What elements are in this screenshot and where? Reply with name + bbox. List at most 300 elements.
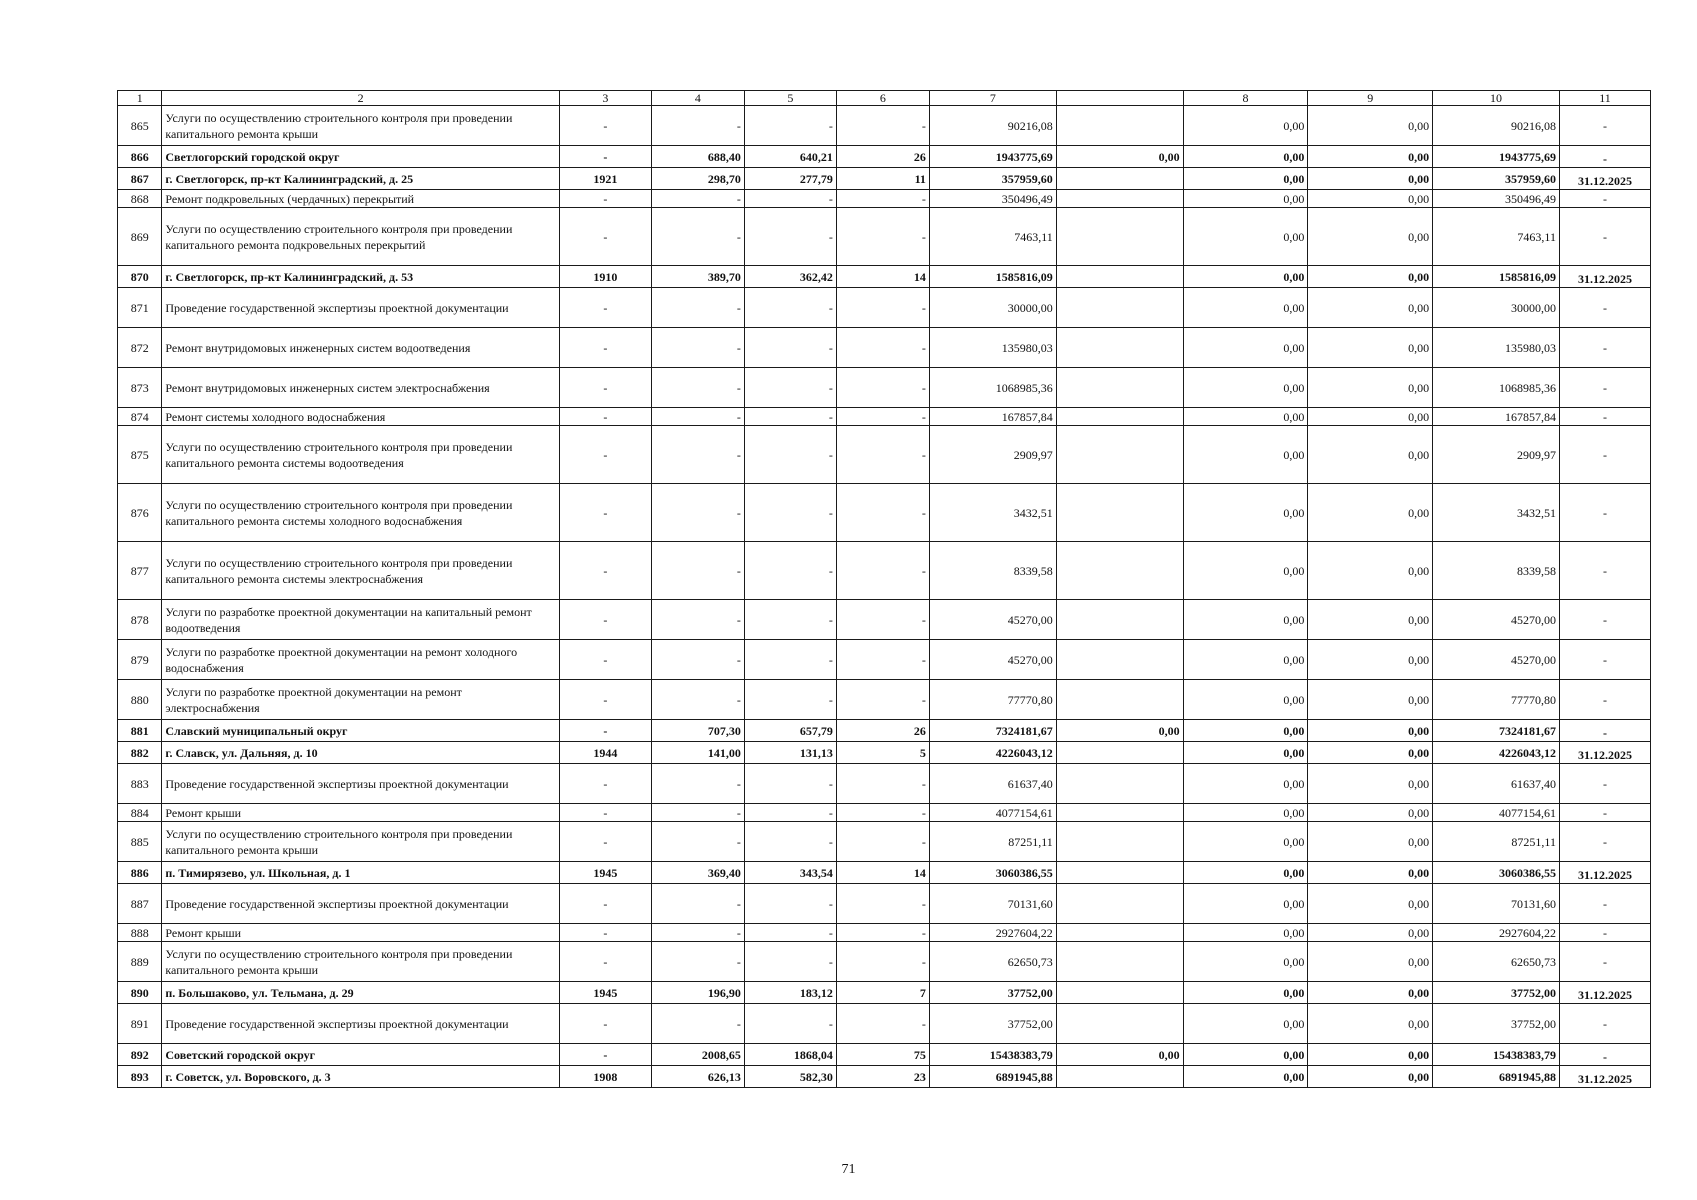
cost-col-8-cell: 0,00 (1183, 764, 1308, 804)
cost-col-10-cell: 3060386,55 (1433, 862, 1560, 884)
extra-cost-cell (1056, 942, 1183, 982)
extra-cost-cell (1056, 408, 1183, 426)
year-built-cell: - (559, 1044, 651, 1066)
extra-cost-cell: 0,00 (1056, 720, 1183, 742)
header-cell: 10 (1433, 91, 1560, 106)
residents-count-cell: - (836, 208, 929, 266)
total-area-cell: - (651, 408, 744, 426)
year-built-cell: - (559, 942, 651, 982)
extra-cost-cell (1056, 924, 1183, 942)
total-cost-cell: 87251,11 (929, 822, 1056, 862)
total-area-cell: - (651, 884, 744, 924)
table-row (118, 106, 1651, 146)
row-number-cell: 869 (118, 208, 162, 266)
cost-col-8-cell: 0,00 (1183, 742, 1308, 764)
extra-cost-cell (1056, 764, 1183, 804)
cost-col-10-cell: 2927604,22 (1433, 924, 1560, 942)
header-cell: 7 (929, 91, 1056, 106)
cost-col-9-cell: 0,00 (1308, 106, 1433, 146)
residents-count-cell: - (836, 924, 929, 942)
table-row (118, 168, 1651, 190)
completion-date-cell: - (1559, 600, 1650, 640)
cost-col-10-cell: 45270,00 (1433, 600, 1560, 640)
completion-date-cell: 31.12.2025 (1559, 982, 1650, 1004)
cost-col-8-cell: 0,00 (1183, 942, 1308, 982)
cost-col-9-cell: 0,00 (1308, 942, 1433, 982)
cost-col-10-cell: 62650,73 (1433, 942, 1560, 982)
cost-col-10-cell: 90216,08 (1433, 106, 1560, 146)
cost-col-9-cell: 0,00 (1308, 822, 1433, 862)
living-area-cell: 183,12 (744, 982, 836, 1004)
living-area-cell: - (744, 288, 836, 328)
row-number-cell: 867 (118, 168, 162, 190)
extra-cost-cell (1056, 742, 1183, 764)
work-name-cell: Проведение государственной экспертизы проектной документации (162, 884, 560, 924)
row-number-cell: 891 (118, 1004, 162, 1044)
year-built-cell: - (559, 542, 651, 600)
cost-col-8-cell: 0,00 (1183, 146, 1308, 168)
cost-col-9-cell: 0,00 (1308, 426, 1433, 484)
year-built-cell: 1945 (559, 862, 651, 884)
row-number-cell: 887 (118, 884, 162, 924)
header-cell: 4 (651, 91, 744, 106)
living-area-cell: - (744, 924, 836, 942)
header-cell: 3 (559, 91, 651, 106)
row-number-cell: 872 (118, 328, 162, 368)
total-area-cell: 707,30 (651, 720, 744, 742)
year-built-cell: - (559, 190, 651, 208)
completion-date-cell: - (1559, 942, 1650, 982)
living-area-cell: 582,30 (744, 1066, 836, 1088)
completion-date-cell: 31.12.2025 (1559, 266, 1650, 288)
header-cell (1056, 91, 1183, 106)
work-name-cell: Проведение государственной экспертизы проектной документации (162, 764, 560, 804)
completion-date-cell: - (1559, 1004, 1650, 1044)
work-name-cell: Услуги по разработке проектной документации на ремонт холодного водоснабжения (162, 640, 560, 680)
living-area-cell: - (744, 764, 836, 804)
cost-col-10-cell: 61637,40 (1433, 764, 1560, 804)
cost-col-8-cell: 0,00 (1183, 288, 1308, 328)
cost-col-10-cell: 357959,60 (1433, 168, 1560, 190)
residents-count-cell: - (836, 942, 929, 982)
cost-col-8-cell: 0,00 (1183, 680, 1308, 720)
work-name-cell: г. Славск, ул. Дальняя, д. 10 (162, 742, 560, 764)
completion-date-cell: 31.12.2025 (1559, 168, 1650, 190)
extra-cost-cell (1056, 600, 1183, 640)
cost-col-9-cell: 0,00 (1308, 804, 1433, 822)
table-row (118, 368, 1651, 408)
residents-count-cell: 23 (836, 1066, 929, 1088)
completion-date-cell: 31.12.2025 (1559, 862, 1650, 884)
total-cost-cell: 350496,49 (929, 190, 1056, 208)
table-body (118, 106, 1651, 1088)
cost-col-8-cell: 0,00 (1183, 168, 1308, 190)
year-built-cell: - (559, 208, 651, 266)
year-built-cell: 1944 (559, 742, 651, 764)
row-number-cell: 882 (118, 742, 162, 764)
living-area-cell: 131,13 (744, 742, 836, 764)
cost-col-8-cell: 0,00 (1183, 804, 1308, 822)
table-row (118, 146, 1651, 168)
work-name-cell: Ремонт крыши (162, 924, 560, 942)
residents-count-cell: - (836, 484, 929, 542)
extra-cost-cell (1056, 884, 1183, 924)
table-row (118, 266, 1651, 288)
total-cost-cell: 3432,51 (929, 484, 1056, 542)
cost-col-8-cell: 0,00 (1183, 266, 1308, 288)
completion-date-cell: - (1559, 190, 1650, 208)
work-name-cell: Услуги по осуществлению строительного контроля при проведении капитального ремонта системы водоотведения (162, 426, 560, 484)
table-row (118, 1066, 1651, 1088)
residents-count-cell: - (836, 884, 929, 924)
total-area-cell: - (651, 600, 744, 640)
cost-col-8-cell: 0,00 (1183, 884, 1308, 924)
cost-col-9-cell: 0,00 (1308, 764, 1433, 804)
table-row (118, 190, 1651, 208)
table-row (118, 408, 1651, 426)
cost-col-9-cell: 0,00 (1308, 1004, 1433, 1044)
work-name-cell: Услуги по осуществлению строительного контроля при проведении капитального ремонта крыши (162, 106, 560, 146)
row-number-cell: 868 (118, 190, 162, 208)
cost-col-8-cell: 0,00 (1183, 408, 1308, 426)
total-area-cell: - (651, 288, 744, 328)
total-area-cell: - (651, 542, 744, 600)
row-number-cell: 883 (118, 764, 162, 804)
living-area-cell: 1868,04 (744, 1044, 836, 1066)
year-built-cell: - (559, 484, 651, 542)
table-row (118, 680, 1651, 720)
completion-date-cell: - (1559, 804, 1650, 822)
cost-col-8-cell: 0,00 (1183, 720, 1308, 742)
work-name-cell: Ремонт внутридомовых инженерных систем водоотведения (162, 328, 560, 368)
work-name-cell: Ремонт подкровельных (чердачных) перекрытий (162, 190, 560, 208)
table-row (118, 1044, 1651, 1066)
living-area-cell: - (744, 822, 836, 862)
table-row (118, 640, 1651, 680)
row-number-cell: 884 (118, 804, 162, 822)
cost-col-9-cell: 0,00 (1308, 208, 1433, 266)
work-name-cell: г. Светлогорск, пр-кт Калининградский, д. 25 (162, 168, 560, 190)
cost-col-9-cell: 0,00 (1308, 146, 1433, 168)
residents-count-cell: 14 (836, 862, 929, 884)
completion-date-cell: - (1559, 884, 1650, 924)
extra-cost-cell (1056, 982, 1183, 1004)
total-cost-cell: 4226043,12 (929, 742, 1056, 764)
table-row (118, 862, 1651, 884)
work-name-cell: Услуги по осуществлению строительного контроля при проведении капитального ремонта подкровельных перекрытий (162, 208, 560, 266)
extra-cost-cell (1056, 1004, 1183, 1044)
cost-col-9-cell: 0,00 (1308, 720, 1433, 742)
table-row (118, 884, 1651, 924)
row-number-cell: 878 (118, 600, 162, 640)
extra-cost-cell (1056, 1066, 1183, 1088)
total-area-cell: - (651, 942, 744, 982)
row-number-cell: 886 (118, 862, 162, 884)
cost-col-9-cell: 0,00 (1308, 368, 1433, 408)
total-cost-cell: 167857,84 (929, 408, 1056, 426)
row-number-cell: 874 (118, 408, 162, 426)
year-built-cell: - (559, 822, 651, 862)
completion-date-cell: - (1559, 208, 1650, 266)
cost-col-8-cell: 0,00 (1183, 924, 1308, 942)
living-area-cell: - (744, 208, 836, 266)
living-area-cell: - (744, 600, 836, 640)
year-built-cell: - (559, 924, 651, 942)
cost-col-9-cell: 0,00 (1308, 924, 1433, 942)
cost-col-10-cell: 1585816,09 (1433, 266, 1560, 288)
completion-date-cell: - (1559, 408, 1650, 426)
extra-cost-cell (1056, 328, 1183, 368)
total-cost-cell: 135980,03 (929, 328, 1056, 368)
total-cost-cell: 37752,00 (929, 982, 1056, 1004)
cost-col-9-cell: 0,00 (1308, 484, 1433, 542)
cost-col-9-cell: 0,00 (1308, 742, 1433, 764)
row-number-cell: 880 (118, 680, 162, 720)
work-name-cell: Ремонт внутридомовых инженерных систем электроснабжения (162, 368, 560, 408)
extra-cost-cell (1056, 426, 1183, 484)
total-area-cell: 389,70 (651, 266, 744, 288)
residents-count-cell: - (836, 106, 929, 146)
table-row (118, 804, 1651, 822)
year-built-cell: - (559, 328, 651, 368)
total-cost-cell: 1068985,36 (929, 368, 1056, 408)
row-number-cell: 881 (118, 720, 162, 742)
residents-count-cell: - (836, 640, 929, 680)
cost-col-10-cell: 30000,00 (1433, 288, 1560, 328)
year-built-cell: 1908 (559, 1066, 651, 1088)
cost-col-8-cell: 0,00 (1183, 484, 1308, 542)
total-cost-cell: 2909,97 (929, 426, 1056, 484)
total-cost-cell: 77770,80 (929, 680, 1056, 720)
header-cell: 1 (118, 91, 162, 106)
cost-col-8-cell: 0,00 (1183, 640, 1308, 680)
cost-col-10-cell: 37752,00 (1433, 1004, 1560, 1044)
completion-date-cell: - (1559, 924, 1650, 942)
cost-col-9-cell: 0,00 (1308, 862, 1433, 884)
cost-col-10-cell: 135980,03 (1433, 328, 1560, 368)
cost-col-8-cell: 0,00 (1183, 106, 1308, 146)
work-name-cell: Светлогорский городской округ (162, 146, 560, 168)
total-area-cell: - (651, 368, 744, 408)
living-area-cell: - (744, 942, 836, 982)
cost-col-9-cell: 0,00 (1308, 1066, 1433, 1088)
living-area-cell: - (744, 328, 836, 368)
cost-col-8-cell: 0,00 (1183, 542, 1308, 600)
header-cell: 5 (744, 91, 836, 106)
cost-col-8-cell: 0,00 (1183, 982, 1308, 1004)
year-built-cell: - (559, 600, 651, 640)
work-name-cell: Услуги по осуществлению строительного контроля при проведении капитального ремонта крыши (162, 822, 560, 862)
extra-cost-cell: 0,00 (1056, 146, 1183, 168)
total-area-cell: 688,40 (651, 146, 744, 168)
residents-count-cell: - (836, 288, 929, 328)
completion-date-cell: - (1559, 640, 1650, 680)
table-row (118, 924, 1651, 942)
living-area-cell: - (744, 106, 836, 146)
row-number-cell: 877 (118, 542, 162, 600)
completion-date-cell: - (1559, 426, 1650, 484)
total-cost-cell: 1943775,69 (929, 146, 1056, 168)
table-row (118, 426, 1651, 484)
living-area-cell: 657,79 (744, 720, 836, 742)
row-number-cell: 890 (118, 982, 162, 1004)
work-name-cell: Услуги по разработке проектной документации на ремонт электроснабжения (162, 680, 560, 720)
residents-count-cell: 7 (836, 982, 929, 1004)
year-built-cell: - (559, 408, 651, 426)
header-cell: 11 (1559, 91, 1650, 106)
cost-col-8-cell: 0,00 (1183, 600, 1308, 640)
cost-col-10-cell: 77770,80 (1433, 680, 1560, 720)
total-cost-cell: 61637,40 (929, 764, 1056, 804)
residents-count-cell: 26 (836, 146, 929, 168)
page-number: 71 (841, 1162, 856, 1177)
total-cost-cell: 45270,00 (929, 600, 1056, 640)
work-name-cell: п. Большаково, ул. Тельмана, д. 29 (162, 982, 560, 1004)
cost-col-10-cell: 45270,00 (1433, 640, 1560, 680)
header-cell: 6 (836, 91, 929, 106)
residents-count-cell: - (836, 804, 929, 822)
extra-cost-cell (1056, 266, 1183, 288)
cost-col-9-cell: 0,00 (1308, 168, 1433, 190)
completion-date-cell: - (1559, 1044, 1650, 1066)
cost-col-10-cell: 15438383,79 (1433, 1044, 1560, 1066)
cost-col-9-cell: 0,00 (1308, 600, 1433, 640)
completion-date-cell: - (1559, 288, 1650, 328)
row-number-cell: 873 (118, 368, 162, 408)
total-cost-cell: 37752,00 (929, 1004, 1056, 1044)
living-area-cell: - (744, 408, 836, 426)
total-cost-cell: 15438383,79 (929, 1044, 1056, 1066)
cost-col-9-cell: 0,00 (1308, 408, 1433, 426)
completion-date-cell: - (1559, 542, 1650, 600)
total-area-cell: - (651, 190, 744, 208)
residents-count-cell: 26 (836, 720, 929, 742)
cost-col-10-cell: 2909,97 (1433, 426, 1560, 484)
work-name-cell: г. Светлогорск, пр-кт Калининградский, д. 53 (162, 266, 560, 288)
table-row (118, 982, 1651, 1004)
residents-count-cell: - (836, 764, 929, 804)
cost-col-10-cell: 7463,11 (1433, 208, 1560, 266)
year-built-cell: 1910 (559, 266, 651, 288)
extra-cost-cell (1056, 640, 1183, 680)
header-cell: 8 (1183, 91, 1308, 106)
cost-col-8-cell: 0,00 (1183, 1066, 1308, 1088)
table-row (118, 600, 1651, 640)
total-cost-cell: 357959,60 (929, 168, 1056, 190)
total-cost-cell: 4077154,61 (929, 804, 1056, 822)
year-built-cell: - (559, 764, 651, 804)
living-area-cell: 640,21 (744, 146, 836, 168)
cost-col-10-cell: 1943775,69 (1433, 146, 1560, 168)
cost-col-9-cell: 0,00 (1308, 1044, 1433, 1066)
completion-date-cell: - (1559, 328, 1650, 368)
total-cost-cell: 62650,73 (929, 942, 1056, 982)
year-built-cell: - (559, 1004, 651, 1044)
cost-col-10-cell: 4077154,61 (1433, 804, 1560, 822)
living-area-cell: - (744, 680, 836, 720)
total-area-cell: - (651, 426, 744, 484)
year-built-cell: - (559, 640, 651, 680)
total-area-cell: - (651, 484, 744, 542)
cost-col-9-cell: 0,00 (1308, 190, 1433, 208)
year-built-cell: - (559, 146, 651, 168)
living-area-cell: - (744, 640, 836, 680)
residents-count-cell: 11 (836, 168, 929, 190)
total-area-cell: 626,13 (651, 1066, 744, 1088)
work-name-cell: Проведение государственной экспертизы проектной документации (162, 1004, 560, 1044)
residents-count-cell: - (836, 426, 929, 484)
table-row (118, 208, 1651, 266)
work-name-cell: Услуги по осуществлению строительного контроля при проведении капитального ремонта системы электроснабжения (162, 542, 560, 600)
header-cell: 9 (1308, 91, 1433, 106)
cost-col-9-cell: 0,00 (1308, 542, 1433, 600)
total-area-cell: 369,40 (651, 862, 744, 884)
row-number-cell: 889 (118, 942, 162, 982)
extra-cost-cell (1056, 288, 1183, 328)
row-number-cell: 865 (118, 106, 162, 146)
completion-date-cell: - (1559, 106, 1650, 146)
total-area-cell: - (651, 764, 744, 804)
living-area-cell: - (744, 426, 836, 484)
cost-col-10-cell: 87251,11 (1433, 822, 1560, 862)
residents-count-cell: - (836, 408, 929, 426)
total-cost-cell: 6891945,88 (929, 1066, 1056, 1088)
cost-col-10-cell: 70131,60 (1433, 884, 1560, 924)
capital-repair-table (117, 90, 1651, 1088)
cost-col-10-cell: 37752,00 (1433, 982, 1560, 1004)
cost-col-9-cell: 0,00 (1308, 982, 1433, 1004)
cost-col-8-cell: 0,00 (1183, 1004, 1308, 1044)
living-area-cell: - (744, 484, 836, 542)
year-built-cell: - (559, 288, 651, 328)
table-row (118, 742, 1651, 764)
total-area-cell: - (651, 208, 744, 266)
work-name-cell: Ремонт системы холодного водоснабжения (162, 408, 560, 426)
cost-col-9-cell: 0,00 (1308, 328, 1433, 368)
residents-count-cell: - (836, 328, 929, 368)
completion-date-cell: - (1559, 680, 1650, 720)
living-area-cell: - (744, 190, 836, 208)
residents-count-cell: - (836, 190, 929, 208)
extra-cost-cell (1056, 804, 1183, 822)
work-name-cell: Ремонт крыши (162, 804, 560, 822)
total-cost-cell: 3060386,55 (929, 862, 1056, 884)
work-name-cell: г. Советск, ул. Воровского, д. 3 (162, 1066, 560, 1088)
table-row (118, 942, 1651, 982)
table-row (118, 764, 1651, 804)
extra-cost-cell (1056, 190, 1183, 208)
completion-date-cell: - (1559, 368, 1650, 408)
completion-date-cell: - (1559, 720, 1650, 742)
work-name-cell: Славский муниципальный округ (162, 720, 560, 742)
work-name-cell: Услуги по осуществлению строительного контроля при проведении капитального ремонта крыши (162, 942, 560, 982)
total-area-cell: - (651, 106, 744, 146)
living-area-cell: - (744, 368, 836, 408)
living-area-cell: 362,42 (744, 266, 836, 288)
work-name-cell: Проведение государственной экспертизы проектной документации (162, 288, 560, 328)
table-row (118, 328, 1651, 368)
residents-count-cell: - (836, 680, 929, 720)
completion-date-cell: - (1559, 764, 1650, 804)
extra-cost-cell (1056, 822, 1183, 862)
extra-cost-cell (1056, 368, 1183, 408)
table-row (118, 720, 1651, 742)
cost-col-8-cell: 0,00 (1183, 208, 1308, 266)
total-area-cell: 298,70 (651, 168, 744, 190)
cost-col-10-cell: 6891945,88 (1433, 1066, 1560, 1088)
cost-col-10-cell: 1068985,36 (1433, 368, 1560, 408)
living-area-cell: 277,79 (744, 168, 836, 190)
